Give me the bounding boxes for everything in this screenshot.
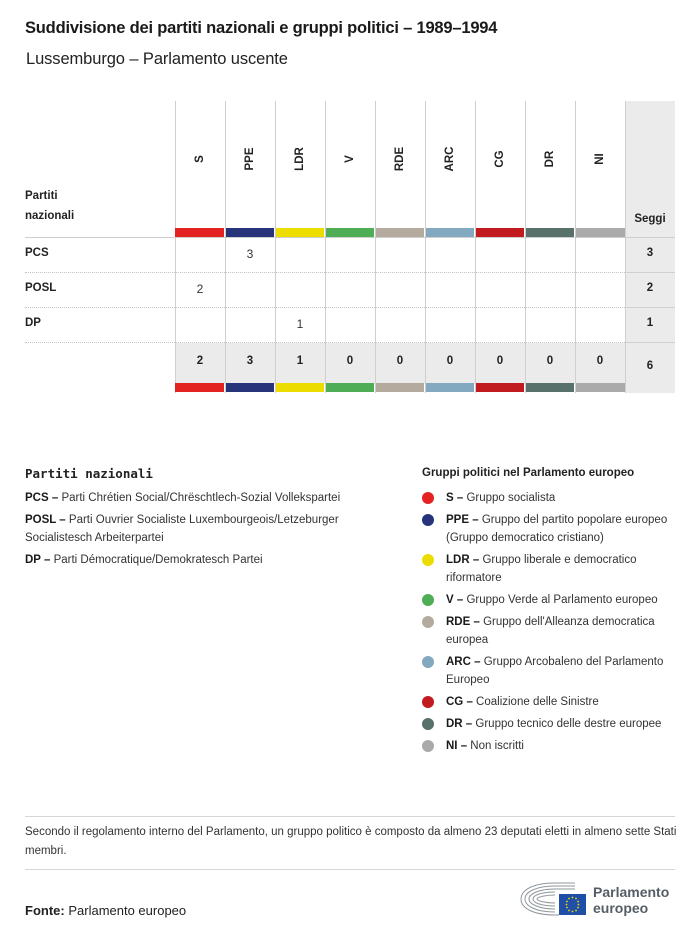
legend-item <box>25 551 385 569</box>
row-header-line2: nazionali <box>25 210 75 222</box>
legend-name: Coalizione delle Sinistre <box>476 696 599 708</box>
total-v: 0 <box>346 355 354 367</box>
seat-distribution-table <box>25 101 675 393</box>
color-bar-ppe <box>226 383 274 392</box>
legend-item <box>25 489 385 507</box>
legend-name: Gruppo tecnico delle destre europee <box>475 718 662 730</box>
color-bar-ni <box>576 228 625 237</box>
legend-abbr: S – <box>446 492 464 504</box>
group-header-ldr <box>275 101 325 228</box>
national-parties-legend <box>25 466 385 573</box>
total-arc: 0 <box>446 355 454 367</box>
color-dot-icon <box>422 594 434 606</box>
legend-abbr: PCS – <box>25 492 59 504</box>
legend-abbr: V – <box>446 594 464 606</box>
group-header-rde <box>375 101 425 228</box>
group-header-v <box>325 101 375 228</box>
group-header-label: ARC <box>444 146 456 172</box>
color-dot-icon <box>422 656 434 668</box>
group-header-label: DR <box>544 150 556 168</box>
color-bar-ldr <box>276 383 324 392</box>
footer-divider-bottom <box>25 869 675 870</box>
legend-abbr: NI – <box>446 740 468 752</box>
legend-abbr: CG – <box>446 696 473 708</box>
total-s: 2 <box>196 355 204 367</box>
legend-title: Gruppi politici nel Parlamento europeo <box>422 467 635 479</box>
group-header-label: NI <box>594 153 606 165</box>
legend-abbr: LDR – <box>446 554 480 566</box>
legend-item-ppe <box>422 511 682 547</box>
group-header-label: V <box>344 155 356 163</box>
total-seats: 6 <box>646 360 654 372</box>
cell: 2 <box>196 282 204 296</box>
row-header <box>25 186 74 226</box>
row-divider <box>25 272 625 273</box>
color-bar-ldr <box>276 228 324 237</box>
color-dot-icon <box>422 492 434 504</box>
parliament-hemicycle-icon <box>519 880 589 918</box>
row-label-posl: POSL <box>25 282 57 294</box>
legend-name: Gruppo liberale e democratico riformatore <box>446 554 637 584</box>
color-dot-icon <box>422 514 434 526</box>
color-bar-cg <box>476 228 524 237</box>
header-divider <box>25 237 675 238</box>
legend-name: Non iscritti <box>470 740 524 752</box>
footer-divider-top <box>25 816 675 817</box>
political-groups-legend <box>422 467 682 759</box>
legend-item-ldr <box>422 551 682 587</box>
footnote: Secondo il regolamento interno del Parlamento, un gruppo politico è composto da almeno 23 deputati eletti in almeno sette Stati membri. <box>25 826 677 857</box>
source-label: Fonte: <box>25 903 65 918</box>
total-ldr: 1 <box>296 355 304 367</box>
legend-item-rde <box>422 613 682 649</box>
legend-abbr: DR – <box>446 718 473 730</box>
color-bar-rde <box>376 228 424 237</box>
color-bar-ppe <box>226 228 274 237</box>
seats-row-divider <box>625 307 675 308</box>
page-title: Suddivisione dei partiti nazionali e gruppi politici – 1989–1994 <box>25 19 498 37</box>
color-bar-rde <box>376 383 424 392</box>
group-header-label: LDR <box>294 147 306 171</box>
legend-name: Parti Chrétien Social/Chrëschtlech-Sozial Vollekspartei <box>61 492 341 504</box>
legend-name: Parti Démocratique/Demokratesch Partei <box>53 554 263 566</box>
seats-header: Seggi <box>634 213 666 225</box>
color-dot-icon <box>422 554 434 566</box>
seats-row-divider <box>625 342 675 343</box>
legend-name: Gruppo del partito popolare europeo (Gruppo democratico cristiano) <box>446 514 668 544</box>
group-header-s <box>175 101 225 228</box>
color-bar-v <box>326 228 374 237</box>
color-dot-icon <box>422 616 434 628</box>
legend-abbr: POSL – <box>25 514 66 526</box>
logo-line2: europeo <box>593 900 649 916</box>
source-value: Parlamento europeo <box>68 903 187 918</box>
group-header-ppe <box>225 101 275 228</box>
legend-name: Gruppo Verde al Parlamento europeo <box>466 594 658 606</box>
legend-item-s <box>422 489 682 507</box>
group-header-label: CG <box>494 150 506 168</box>
legend-abbr: RDE – <box>446 616 480 628</box>
total-cg: 0 <box>496 355 504 367</box>
color-bar-arc <box>426 383 474 392</box>
legend-name: Gruppo Arcobaleno del Parlamento Europeo <box>446 656 664 686</box>
total-rde: 0 <box>396 355 404 367</box>
color-bar-v <box>326 383 374 392</box>
color-dot-icon <box>422 740 434 752</box>
color-bar-ni <box>576 383 625 392</box>
color-bar-arc <box>426 228 474 237</box>
legend-name: Parti Ouvrier Socialiste Luxembourgeois/Letzeburger Socialistesch Arbeiterpartei <box>25 514 339 544</box>
group-header-label: RDE <box>394 146 406 172</box>
color-bar-dr <box>526 383 574 392</box>
cell: 1 <box>296 317 304 331</box>
seats-cell-pcs: 3 <box>646 247 654 259</box>
logo-text <box>593 884 669 916</box>
legend-item-v <box>422 591 682 609</box>
legend-item-dr <box>422 715 682 733</box>
cell: 3 <box>246 247 254 261</box>
seats-cell-dp: 1 <box>646 317 654 329</box>
legend-name: Gruppo dell'Alleanza democratica europea <box>446 616 655 646</box>
legend-abbr: DP – <box>25 554 51 566</box>
row-divider <box>25 307 625 308</box>
legend-title: Partiti nazionali <box>25 466 153 481</box>
total-ppe: 3 <box>246 355 254 367</box>
legend-abbr: PPE – <box>446 514 479 526</box>
legend-abbr: ARC – <box>446 656 481 668</box>
legend-item-cg <box>422 693 682 711</box>
legend-item-arc <box>422 653 682 689</box>
seats-cell-posl: 2 <box>646 282 654 294</box>
color-bar-dr <box>526 228 574 237</box>
legend-item-ni <box>422 737 682 755</box>
legend-name: Gruppo socialista <box>466 492 556 504</box>
color-bar-s <box>175 383 224 392</box>
color-bar-s <box>175 228 224 237</box>
total-dr: 0 <box>546 355 554 367</box>
color-dot-icon <box>422 718 434 730</box>
page-subtitle: Lussemburgo – Parlamento uscente <box>26 50 288 68</box>
group-header-label: S <box>194 155 206 163</box>
seats-row-divider <box>625 272 675 273</box>
legend-item <box>25 511 385 547</box>
group-header-cg <box>475 101 525 228</box>
source-line <box>25 903 186 918</box>
logo-line1: Parlamento <box>593 884 670 900</box>
group-header-ni <box>575 101 625 228</box>
european-parliament-logo <box>519 880 679 918</box>
group-header-dr <box>525 101 575 228</box>
group-header-label: PPE <box>244 147 256 171</box>
row-divider <box>25 342 625 343</box>
color-dot-icon <box>422 696 434 708</box>
row-label-dp: DP <box>25 317 41 329</box>
total-ni: 0 <box>596 355 604 367</box>
row-label-pcs: PCS <box>25 247 49 259</box>
row-header-line1: Partiti <box>25 190 58 202</box>
group-header-arc <box>425 101 475 228</box>
color-bar-cg <box>476 383 524 392</box>
